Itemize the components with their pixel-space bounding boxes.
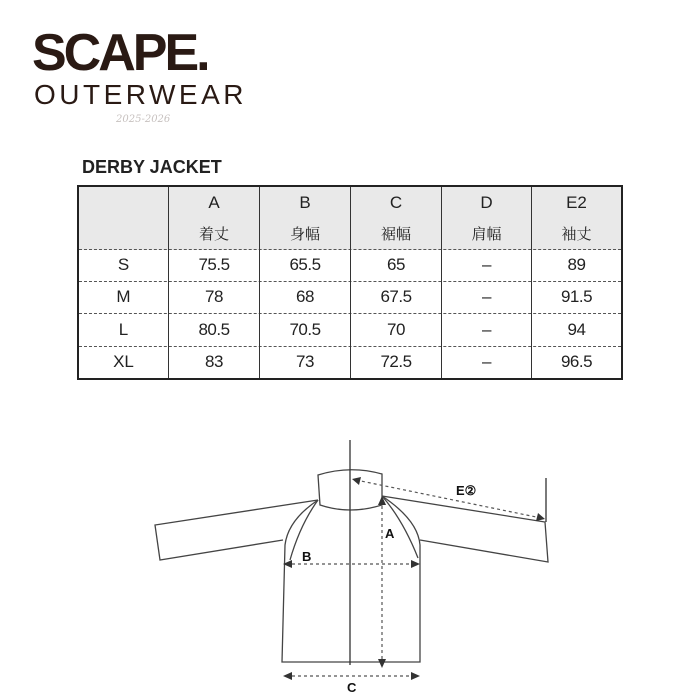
table-row bbox=[79, 346, 621, 378]
table-cell: 70.5 bbox=[260, 313, 351, 346]
header-cell bbox=[79, 187, 169, 218]
table-cell: 80.5 bbox=[169, 313, 260, 346]
table-cell: 96.5 bbox=[560, 352, 593, 371]
table-cell: 65.5 bbox=[260, 249, 351, 281]
subheader-cell: 肩幅 bbox=[442, 218, 532, 249]
brand-name: SCAPE. bbox=[32, 24, 208, 82]
brand-season: 2025-2026 bbox=[116, 114, 171, 125]
table-subheader-row bbox=[79, 218, 621, 250]
subheader-cell: 袖丈 bbox=[561, 225, 592, 243]
header-cell: D bbox=[442, 187, 532, 218]
table-cell: 94 bbox=[567, 319, 586, 339]
size-label-cell: M bbox=[79, 281, 169, 313]
table-cell: 83 bbox=[169, 346, 260, 378]
table-cell: 91.5 bbox=[560, 287, 593, 306]
size-table bbox=[77, 185, 623, 380]
size-label-cell: S bbox=[79, 249, 169, 281]
subheader-cell bbox=[79, 218, 169, 249]
table-row bbox=[79, 281, 621, 314]
table-cell: – bbox=[442, 346, 532, 378]
brand-subtitle: OUTERWEAR bbox=[34, 79, 247, 110]
table-cell: 65 bbox=[351, 249, 442, 281]
size-label-cell: XL bbox=[79, 346, 169, 378]
table-row bbox=[79, 313, 621, 347]
table-cell: 73 bbox=[260, 346, 351, 378]
table-cell: 72.5 bbox=[351, 346, 442, 378]
table-cell: – bbox=[442, 249, 532, 281]
table-cell: 70 bbox=[351, 313, 442, 346]
product-title: DERBY JACKET bbox=[82, 157, 222, 177]
subheader-cell: 着丈 bbox=[169, 218, 260, 249]
jacket-measurement-diagram bbox=[0, 430, 700, 700]
label-b: B bbox=[302, 549, 312, 564]
subheader-cell: 裾幅 bbox=[351, 218, 442, 249]
table-cell: 67.5 bbox=[351, 281, 442, 313]
left-sleeve bbox=[155, 500, 318, 560]
table-cell: 89 bbox=[567, 255, 586, 274]
table-cell: – bbox=[442, 313, 532, 346]
header-cell: E2 bbox=[566, 192, 587, 212]
table-row bbox=[79, 249, 621, 282]
label-e: E② bbox=[456, 483, 477, 498]
label-a: A bbox=[385, 526, 395, 541]
header-cell: A bbox=[169, 187, 260, 218]
header-cell: C bbox=[351, 187, 442, 218]
right-sleeve bbox=[382, 496, 548, 562]
header-cell: B bbox=[260, 187, 351, 218]
table-header-row bbox=[79, 187, 621, 219]
brand-logo bbox=[32, 22, 262, 125]
table-cell: 75.5 bbox=[169, 249, 260, 281]
label-c: C bbox=[347, 680, 357, 695]
size-label-cell: L bbox=[79, 313, 169, 346]
table-cell: – bbox=[442, 281, 532, 313]
subheader-cell: 身幅 bbox=[260, 218, 351, 249]
table-cell: 78 bbox=[169, 281, 260, 313]
table-cell: 68 bbox=[260, 281, 351, 313]
